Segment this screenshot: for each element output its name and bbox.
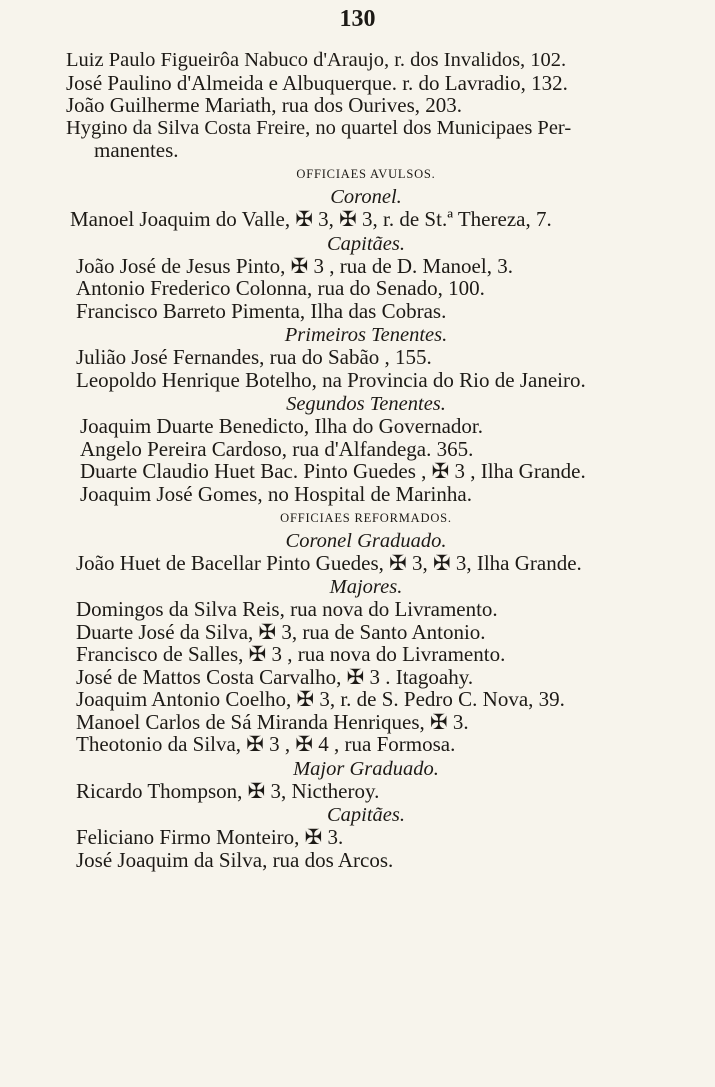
entry-line: Ricardo Thompson, ✠ 3, Nictheroy.	[76, 778, 380, 803]
entry-line: Duarte José da Silva, ✠ 3, rua de Santo Antonio.	[76, 619, 486, 644]
rank-heading: Major Graduado.	[293, 757, 439, 780]
entry-line: Leopoldo Henrique Botelho, na Provincia do Rio de Janeiro.	[76, 367, 586, 392]
entry-line: José Joaquim da Silva, rua dos Arcos.	[76, 847, 394, 872]
entry-line: Francisco Barreto Pimenta, Ilha das Cobras.	[76, 298, 447, 323]
rank-heading: Capitães.	[326, 232, 406, 255]
rank-heading: Segundos Tenentes.	[286, 393, 446, 415]
officer-list	[66, 50, 666, 872]
entry-line: Joaquim José Gomes, no Hospital de Marinha.	[80, 481, 472, 506]
entry-line: Duarte Claudio Huet Bac. Pinto Guedes , ✠ 3 , Ilha Grande.	[80, 459, 586, 483]
page-number: 130	[339, 6, 376, 32]
entry-line: Luiz Paulo Figueirôa Nabuco d'Araujo, r. dos Invalidos, 102.	[66, 49, 567, 71]
entry-line: João Guilherme Mariath, rua dos Ourives, 203.	[66, 93, 462, 117]
entry-line: Julião José Fernandes, rua do Sabão , 155.	[76, 345, 432, 369]
entry-line: Manoel Carlos de Sá Miranda Henriques, ✠ 3.	[76, 709, 469, 734]
entry-line: Angelo Pereira Cardoso, rua d'Alfandega. 365.	[80, 436, 474, 461]
entry-line: João Huet de Bacellar Pinto Guedes, ✠ 3, ✠ 3, Ilha Grande.	[76, 550, 582, 575]
rank-heading: Primeiros Tenentes.	[284, 324, 448, 346]
entry-line: José de Mattos Costa Carvalho, ✠ 3 . Itagoahy.	[76, 664, 474, 689]
entry-line: Feliciano Firmo Monteiro, ✠ 3.	[76, 825, 344, 849]
section-heading: OFFICIAES REFORMADOS.	[280, 510, 452, 525]
entry-line: Manoel Joaquim do Valle, ✠ 3, ✠ 3, r. de St.ª Thereza, 7.	[70, 207, 552, 231]
entry-line: João José de Jesus Pinto, ✠ 3 , rua de D. Manoel, 3.	[76, 253, 513, 278]
entry-line-continuation: manentes.	[94, 138, 179, 162]
entry-line: Hygino da Silva Costa Freire, no quartel dos Municipaes Per-	[66, 116, 572, 139]
entry-line: Joaquim Antonio Coelho, ✠ 3, r. de S. Pedro C. Nova, 39.	[76, 687, 565, 711]
entry-line: Joaquim Duarte Benedicto, Ilha do Governador.	[80, 414, 483, 438]
entry-line: Antonio Frederico Colonna, rua do Senado, 100.	[76, 276, 485, 300]
entry-line: Francisco de Salles, ✠ 3 , rua nova do Livramento.	[76, 642, 506, 666]
rank-heading: Coronel.	[330, 186, 402, 208]
entry-line: José Paulino d'Almeida e Albuquerque. r. do Lavradio, 132.	[66, 70, 568, 95]
section-heading: OFFICIAES AVULSOS.	[296, 167, 436, 181]
rank-heading: Coronel Graduado.	[285, 529, 447, 552]
rank-heading: Majores.	[329, 576, 403, 598]
entry-line: Theotonio da Silva, ✠ 3 , ✠ 4 , rua Formosa.	[76, 732, 456, 756]
rank-heading: Capitães.	[326, 804, 406, 826]
entry-line: Domingos da Silva Reis, rua nova do Livramento.	[76, 597, 498, 621]
